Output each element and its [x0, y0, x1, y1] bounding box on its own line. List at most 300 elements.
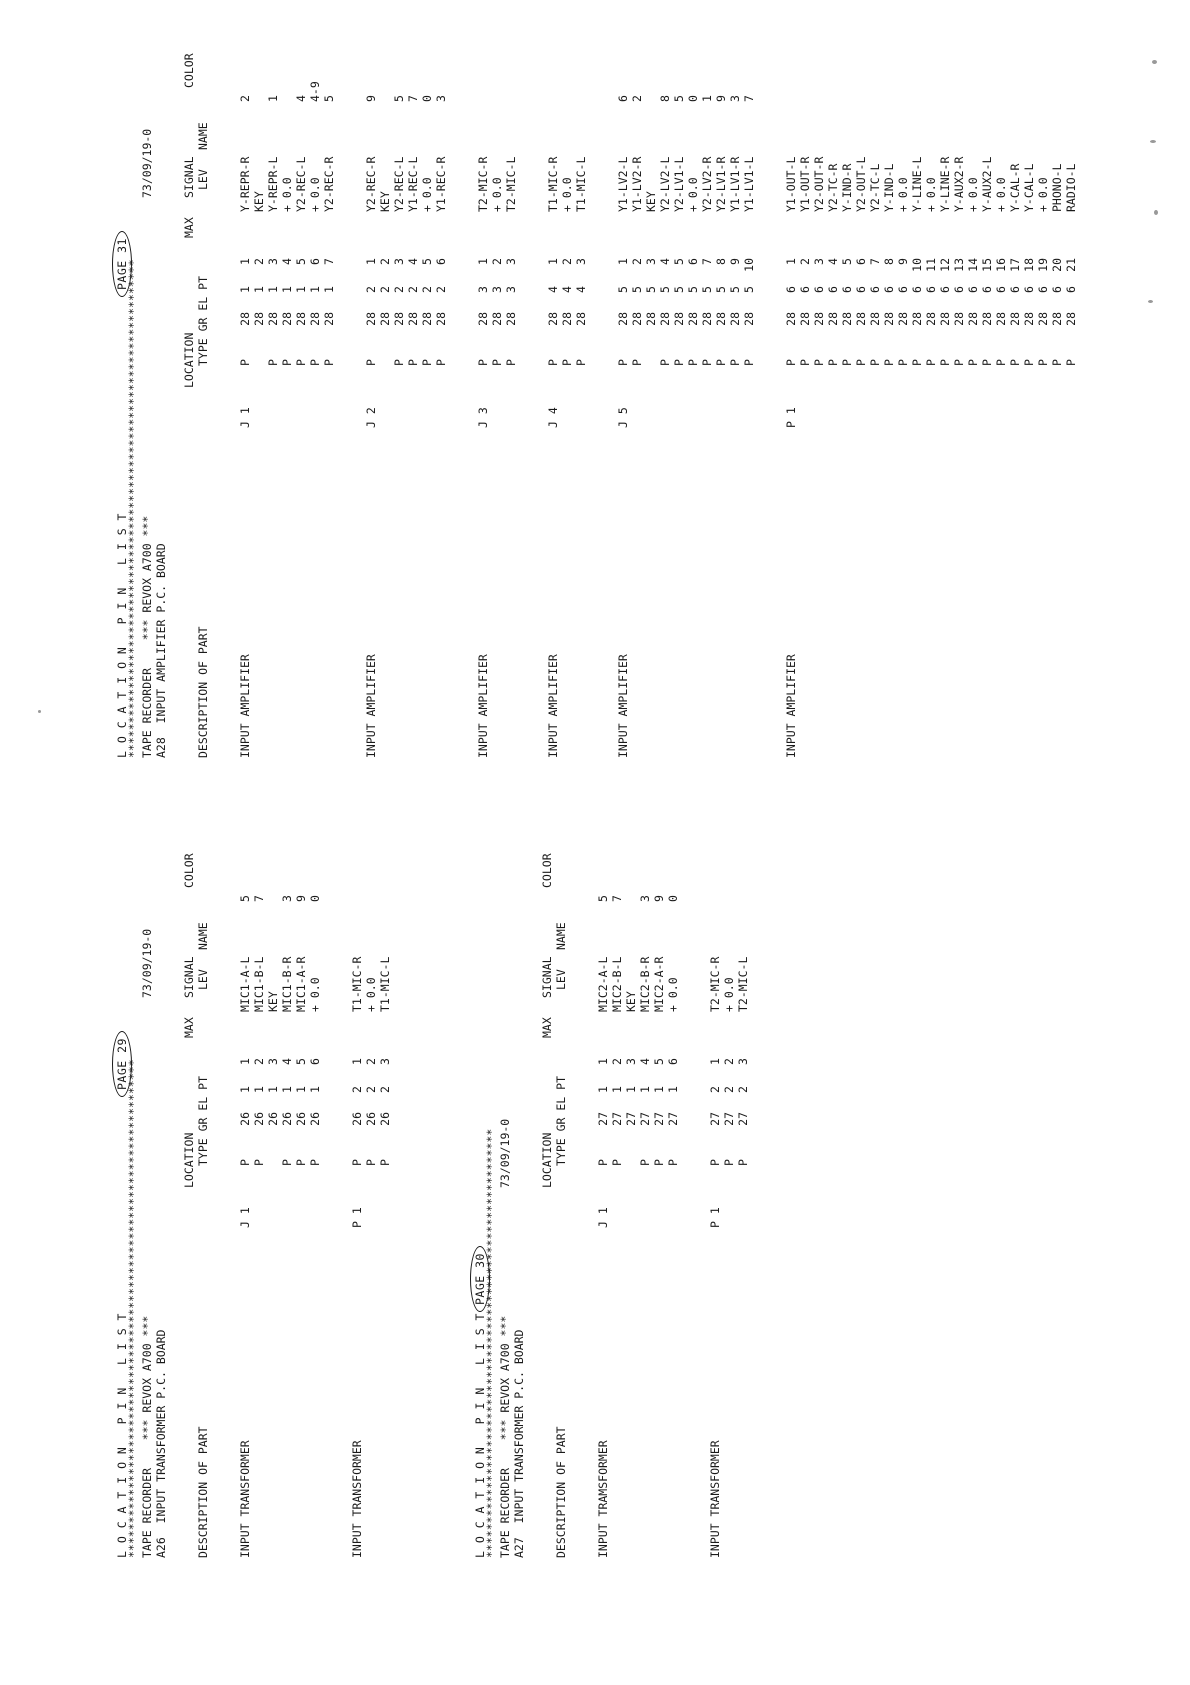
conn-blank — [666, 1166, 680, 1228]
part-description: INPUT TRANSFORMER — [238, 1440, 252, 1558]
pin-group: 28 — [854, 312, 868, 326]
pin-point: 6 — [308, 258, 322, 265]
max-level — [434, 212, 448, 252]
conn-blank — [638, 1166, 652, 1228]
signal-header: SIGNAL — [182, 156, 196, 198]
pin-type: P — [308, 359, 322, 366]
pin-group: 26 — [378, 1112, 392, 1126]
pin-list-sheet-a28 — [112, 0, 1106, 758]
signal-name: MIC1-A-L — [238, 956, 252, 1012]
max-level — [596, 1012, 610, 1052]
pin-type: P — [952, 359, 966, 366]
wire-color: 7 — [742, 95, 756, 102]
desc-blank — [812, 428, 826, 758]
pin-group: 28 — [966, 312, 980, 326]
name-header: NAME — [554, 922, 568, 950]
pin-point: 6 — [434, 258, 448, 265]
pin-row — [896, 0, 910, 758]
pin-row — [868, 0, 882, 758]
pin-element: 3 — [476, 286, 490, 293]
pin-row — [840, 0, 854, 758]
desc-blank — [840, 428, 854, 758]
pin-group: 28 — [742, 312, 756, 326]
max-level — [476, 212, 490, 252]
signal-name: T2-MIC-R — [476, 156, 490, 212]
pin-type: P — [1008, 359, 1022, 366]
pin-group: 28 — [294, 312, 308, 326]
signal-name: KEY — [252, 191, 266, 212]
signal-name: Y-AUX2-R — [952, 156, 966, 212]
pin-group: 28 — [840, 312, 854, 326]
spacer — [568, 818, 582, 1558]
scan-speck — [1152, 60, 1157, 64]
pin-point: 10 — [910, 258, 924, 272]
desc-blank — [728, 428, 742, 758]
pin-type: P — [490, 359, 504, 366]
pin-row — [882, 0, 896, 758]
signal-name: + 0.0 — [686, 177, 700, 212]
part-description: INPUT TRANSFORMER — [708, 1440, 722, 1558]
conn-blank — [266, 1166, 280, 1228]
pin-element: 1 — [266, 1086, 280, 1093]
pin-group: 26 — [280, 1112, 294, 1126]
signal-name: + 0.0 — [280, 177, 294, 212]
pin-group: 28 — [616, 312, 630, 326]
location-subheader: TYPE GR EL PT — [554, 1075, 568, 1166]
pin-row — [742, 0, 756, 758]
pin-row — [238, 0, 252, 758]
pin-group: 27 — [624, 1112, 638, 1126]
conn-blank — [652, 1166, 666, 1228]
pin-row — [728, 0, 742, 758]
list-title-text: L O C A T I O N P I N L I S T — [115, 513, 129, 758]
stars-text: ************************************************************************ — [126, 1059, 140, 1558]
pin-element: 1 — [624, 1086, 638, 1093]
max-level — [378, 212, 392, 252]
signal-name: Y2-REC-L — [294, 156, 308, 212]
wire-color: 2 — [238, 95, 252, 102]
max-level — [364, 212, 378, 252]
pin-type: P — [574, 359, 588, 366]
pin-point: 2 — [252, 1058, 266, 1065]
pin-row — [616, 0, 630, 758]
desc-blank — [722, 1228, 736, 1558]
pin-type: P — [994, 359, 1008, 366]
pin-point: 3 — [266, 258, 280, 265]
spacer — [750, 818, 764, 1558]
pin-row — [434, 0, 448, 758]
pin-group: 26 — [350, 1112, 364, 1126]
max-header: MAX — [182, 1017, 196, 1038]
signal-name: Y1-LV2-L — [616, 156, 630, 212]
pin-group: 28 — [434, 312, 448, 326]
wire-color — [896, 62, 910, 102]
pin-type: P — [560, 359, 574, 366]
signal-name: MIC2-A-R — [652, 956, 666, 1012]
desc-blank — [714, 428, 728, 758]
pin-row — [784, 0, 798, 758]
conn-blank — [854, 366, 868, 428]
max-header: MAX — [540, 1017, 554, 1038]
description-header: DESCRIPTION OF PART — [554, 1426, 568, 1558]
signal-name: MIC2-B-R — [638, 956, 652, 1012]
signal-name: T2-MIC-L — [736, 956, 750, 1012]
desc-blank — [882, 428, 896, 758]
spacer — [336, 0, 350, 758]
pin-point: 1 — [546, 258, 560, 265]
pin-element: 5 — [672, 286, 686, 293]
pin-row — [722, 818, 736, 1558]
pin-group: 28 — [238, 312, 252, 326]
wire-color: 1 — [700, 95, 714, 102]
pin-type — [644, 336, 658, 366]
pin-type: P — [364, 1159, 378, 1166]
pin-point: 2 — [490, 258, 504, 265]
desc-blank — [700, 428, 714, 758]
pin-point: 5 — [840, 258, 854, 265]
desc-blank — [406, 428, 420, 758]
machine-name: TAPE RECORDER *** REVOX A700 *** — [140, 1315, 154, 1558]
max-level — [644, 212, 658, 252]
pin-point: 13 — [952, 258, 966, 272]
signal-name: + 0.0 — [1036, 177, 1050, 212]
print-date: 73/09/19-0 — [140, 128, 154, 198]
wire-color — [1036, 62, 1050, 102]
pin-element: 5 — [644, 286, 658, 293]
pin-type: P — [742, 359, 756, 366]
max-level — [1036, 212, 1050, 252]
signal-name: Y1-OUT-L — [784, 156, 798, 212]
signal-name: Y-IND-L — [882, 163, 896, 212]
pin-group: 26 — [308, 1112, 322, 1126]
wire-color — [854, 62, 868, 102]
pin-element: 6 — [938, 286, 952, 293]
max-level — [708, 1012, 722, 1052]
signal-name: Y-CAL-R — [1008, 163, 1022, 212]
pin-type: P — [652, 1159, 666, 1166]
wire-color — [364, 862, 378, 902]
pin-point: 1 — [350, 1058, 364, 1065]
conn-blank — [910, 366, 924, 428]
wire-color — [980, 62, 994, 102]
conn-blank — [658, 366, 672, 428]
scan-speck — [1148, 300, 1153, 303]
stars-rule — [484, 818, 498, 1558]
pin-point: 17 — [1008, 258, 1022, 272]
signal-name: Y1-LV1-R — [728, 156, 742, 212]
pin-type: P — [616, 359, 630, 366]
max-level — [546, 212, 560, 252]
pin-point: 2 — [364, 1058, 378, 1065]
pin-type: P — [658, 359, 672, 366]
wire-color — [378, 62, 392, 102]
signal-name: + 0.0 — [308, 177, 322, 212]
pin-type: P — [638, 1159, 652, 1166]
wire-color — [504, 62, 518, 102]
pin-point: 1 — [238, 1058, 252, 1065]
pin-element: 1 — [280, 1086, 294, 1093]
signal-header: SIGNAL — [540, 956, 554, 998]
conn-blank — [686, 366, 700, 428]
spacer — [350, 0, 364, 758]
conn-blank — [280, 1166, 294, 1228]
pin-point: 1 — [616, 258, 630, 265]
page-number-label: PAGE 30 — [470, 1246, 490, 1312]
conn-blank — [252, 1166, 266, 1228]
scan-speck — [1150, 140, 1156, 143]
machine-line — [140, 818, 154, 1558]
pin-group: 28 — [490, 312, 504, 326]
pin-element: 5 — [742, 286, 756, 293]
wire-color — [736, 862, 750, 902]
pin-point: 6 — [308, 1058, 322, 1065]
pin-group: 27 — [652, 1112, 666, 1126]
desc-blank — [280, 1228, 294, 1558]
conn-blank — [574, 366, 588, 428]
wire-color — [350, 862, 364, 902]
spacer — [1078, 0, 1092, 758]
pin-point: 11 — [924, 258, 938, 272]
pin-type: P — [1036, 359, 1050, 366]
pin-row — [322, 0, 336, 758]
signal-name: KEY — [644, 191, 658, 212]
pin-group: 28 — [910, 312, 924, 326]
pin-element: 2 — [350, 1086, 364, 1093]
pin-row — [350, 818, 364, 1558]
signal-name: + 0.0 — [364, 977, 378, 1012]
desc-blank — [610, 1228, 624, 1558]
pin-type: P — [238, 359, 252, 366]
pin-type — [624, 1136, 638, 1166]
wire-color — [798, 62, 812, 102]
signal-name: Y2-LV1-R — [714, 156, 728, 212]
max-level — [294, 212, 308, 252]
conn-blank — [1036, 366, 1050, 428]
spacer — [448, 0, 462, 758]
pin-element: 6 — [882, 286, 896, 293]
pin-element: 6 — [784, 286, 798, 293]
header-spacer — [182, 1228, 196, 1558]
pin-row — [308, 0, 322, 758]
conn-blank — [644, 366, 658, 428]
pin-element: 2 — [406, 286, 420, 293]
part-description: INPUT AMPLIFIER — [364, 654, 378, 758]
max-level — [280, 212, 294, 252]
description-header: DESCRIPTION OF PART — [196, 626, 210, 758]
conn-blank — [624, 1166, 638, 1228]
pin-type: P — [322, 359, 336, 366]
wire-color: 0 — [420, 95, 434, 102]
spacer — [210, 0, 224, 758]
pin-group: 28 — [630, 312, 644, 326]
signal-header: SIGNAL — [182, 956, 196, 998]
signal-name: Y2-TC-L — [868, 163, 882, 212]
pin-group: 28 — [826, 312, 840, 326]
conn-blank — [966, 366, 980, 428]
max-level — [490, 212, 504, 252]
max-level — [322, 212, 336, 252]
max-level — [294, 1012, 308, 1052]
desc-blank — [1022, 428, 1036, 758]
max-level — [854, 212, 868, 252]
pin-row — [266, 818, 280, 1558]
signal-name: Y1-LV1-L — [742, 156, 756, 212]
connector-id: J 4 — [546, 407, 560, 428]
pin-type: P — [504, 359, 518, 366]
pin-row — [826, 0, 840, 758]
max-level — [1022, 212, 1036, 252]
signal-name: T1-MIC-L — [574, 156, 588, 212]
desc-blank — [638, 1228, 652, 1558]
pin-group: 28 — [1036, 312, 1050, 326]
max-level — [238, 212, 252, 252]
scan-speck — [38, 710, 41, 713]
color-header: COLOR — [540, 853, 554, 888]
wire-color — [280, 62, 294, 102]
signal-name: MIC2-A-L — [596, 956, 610, 1012]
pin-point: 1 — [238, 258, 252, 265]
pin-group: 27 — [666, 1112, 680, 1126]
pin-element: 6 — [980, 286, 994, 293]
pin-group: 28 — [980, 312, 994, 326]
part-description: INPUT AMPLIFIER — [476, 654, 490, 758]
part-description: INPUT AMPLIFIER — [784, 654, 798, 758]
pin-row — [364, 0, 378, 758]
signal-name: Y2-REC-L — [392, 156, 406, 212]
pin-row — [378, 818, 392, 1558]
spacer — [210, 818, 224, 1558]
pin-point: 3 — [378, 1058, 392, 1065]
pin-point: 5 — [294, 1058, 308, 1065]
pin-row — [280, 0, 294, 758]
pin-row — [686, 0, 700, 758]
conn-blank — [392, 366, 406, 428]
max-level — [378, 1012, 392, 1052]
wire-color — [994, 62, 1008, 102]
spacer — [336, 818, 350, 1558]
wire-color: 5 — [596, 895, 610, 902]
pin-row — [490, 0, 504, 758]
conn-blank — [1064, 366, 1078, 428]
pin-point: 3 — [624, 1058, 638, 1065]
signal-name: Y1-LV2-R — [630, 156, 644, 212]
pin-point: 1 — [784, 258, 798, 265]
column-header — [554, 818, 568, 1558]
conn-blank — [728, 366, 742, 428]
pin-row — [392, 0, 406, 758]
max-level — [630, 212, 644, 252]
conn-blank — [322, 366, 336, 428]
desc-blank — [644, 428, 658, 758]
pin-point: 4 — [406, 258, 420, 265]
conn-blank — [308, 366, 322, 428]
pin-element: 1 — [308, 1086, 322, 1093]
name-header: NAME — [196, 122, 210, 150]
spacer — [322, 818, 336, 1558]
spacer — [392, 818, 406, 1558]
desc-blank — [266, 1228, 280, 1558]
signal-name: + 0.0 — [308, 977, 322, 1012]
machine-name: TAPE RECORDER *** REVOX A700 *** — [498, 1315, 512, 1558]
pin-point: 8 — [714, 258, 728, 265]
max-level — [1008, 212, 1022, 252]
pin-element: 2 — [736, 1086, 750, 1093]
pin-point: 9 — [728, 258, 742, 265]
pin-group: 28 — [672, 312, 686, 326]
connector-id: J 3 — [476, 407, 490, 428]
max-level — [910, 212, 924, 252]
pin-row — [924, 0, 938, 758]
desc-blank — [490, 428, 504, 758]
pin-point: 2 — [610, 1058, 624, 1065]
pin-element: 2 — [434, 286, 448, 293]
desc-blank — [980, 428, 994, 758]
signal-name: Y2-OUT-L — [854, 156, 868, 212]
pin-element: 4 — [574, 286, 588, 293]
spacer — [224, 0, 238, 758]
wire-color: 0 — [666, 895, 680, 902]
pin-group: 28 — [322, 312, 336, 326]
signal-name: KEY — [378, 191, 392, 212]
pin-type: P — [1050, 359, 1064, 366]
pin-point: 6 — [666, 1058, 680, 1065]
spacer — [602, 0, 616, 758]
pin-point: 10 — [742, 258, 756, 272]
conn-blank — [980, 366, 994, 428]
pin-point: 16 — [994, 258, 1008, 272]
spacer — [526, 818, 540, 1558]
wire-color: 9 — [714, 95, 728, 102]
max-level — [350, 1012, 364, 1052]
conn-blank — [700, 366, 714, 428]
max-level — [896, 212, 910, 252]
pin-point: 4 — [638, 1058, 652, 1065]
max-level — [672, 212, 686, 252]
wire-color — [952, 62, 966, 102]
pin-point: 2 — [722, 1058, 736, 1065]
signal-name: Y1-OUT-R — [798, 156, 812, 212]
max-header: MAX — [182, 217, 196, 238]
max-level — [252, 1012, 266, 1052]
signal-name: Y2-LV1-L — [672, 156, 686, 212]
wire-color: 5 — [322, 95, 336, 102]
pin-type: P — [1022, 359, 1036, 366]
signal-name: KEY — [266, 991, 280, 1012]
wire-color — [868, 62, 882, 102]
pin-row — [952, 0, 966, 758]
max-level — [252, 212, 266, 252]
desc-blank — [266, 428, 280, 758]
pin-type: P — [722, 1159, 736, 1166]
desc-blank — [308, 428, 322, 758]
pin-row — [798, 0, 812, 758]
desc-blank — [652, 1228, 666, 1558]
max-level — [736, 1012, 750, 1052]
wire-color — [924, 62, 938, 102]
pin-element: 5 — [686, 286, 700, 293]
list-title — [112, 0, 129, 758]
max-level — [574, 212, 588, 252]
pin-row — [560, 0, 574, 758]
desc-blank — [994, 428, 1008, 758]
pin-point: 12 — [938, 258, 952, 272]
pin-element: 6 — [896, 286, 910, 293]
pin-group: 27 — [596, 1112, 610, 1126]
conn-blank — [364, 1166, 378, 1228]
desc-blank — [910, 428, 924, 758]
column-header — [196, 0, 210, 758]
signal-name: RADIO-L — [1064, 163, 1078, 212]
